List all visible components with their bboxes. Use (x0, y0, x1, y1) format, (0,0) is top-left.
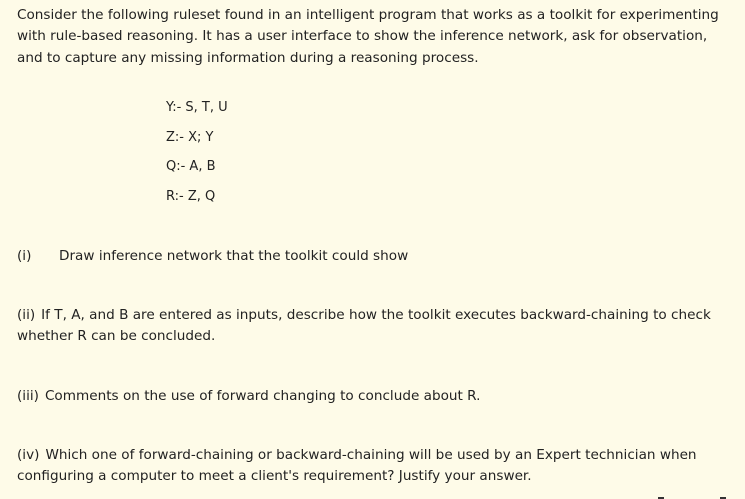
question-number: (i) (17, 248, 32, 264)
cropped-text-fragment (658, 494, 728, 499)
question-text: Draw inference network that the toolkit could show (59, 248, 409, 264)
question-3 (17, 386, 729, 407)
question-text: Comments on the use of forward changing to conclude about R. (44, 388, 481, 404)
question-4 (17, 445, 729, 488)
question-number: (iii) (17, 388, 39, 404)
intro-paragraph: Consider the following ruleset found in an intelligent program that works as a toolkit for experimenting with rule-based reasoning. It has a user interface to show the inference network, ask for observation, and to capture any missing information during a reasoning process. (17, 7, 719, 66)
question-text: Which one of forward-chaining or backward-chaining will be used by an Expert technician when configuring a computer to meet a client's requirement? Justify your answer. (17, 447, 697, 485)
rule-item: R:- Z, Q (166, 188, 216, 204)
rule-item: Z:- X; Y (166, 129, 214, 145)
question-2 (17, 305, 729, 348)
rule-item: Y:- S, T, U (166, 100, 228, 115)
document (17, 0, 732, 499)
ruleset-list (166, 97, 228, 215)
question-1 (17, 246, 729, 267)
question-number: (iv) (17, 447, 40, 463)
question-number: (ii) (17, 307, 36, 323)
question-text: If T, A, and B are entered as inputs, describe how the toolkit executes backward-chaining to check whether R can be concluded. (17, 307, 711, 345)
rule-item: Q:- A, B (166, 159, 216, 174)
